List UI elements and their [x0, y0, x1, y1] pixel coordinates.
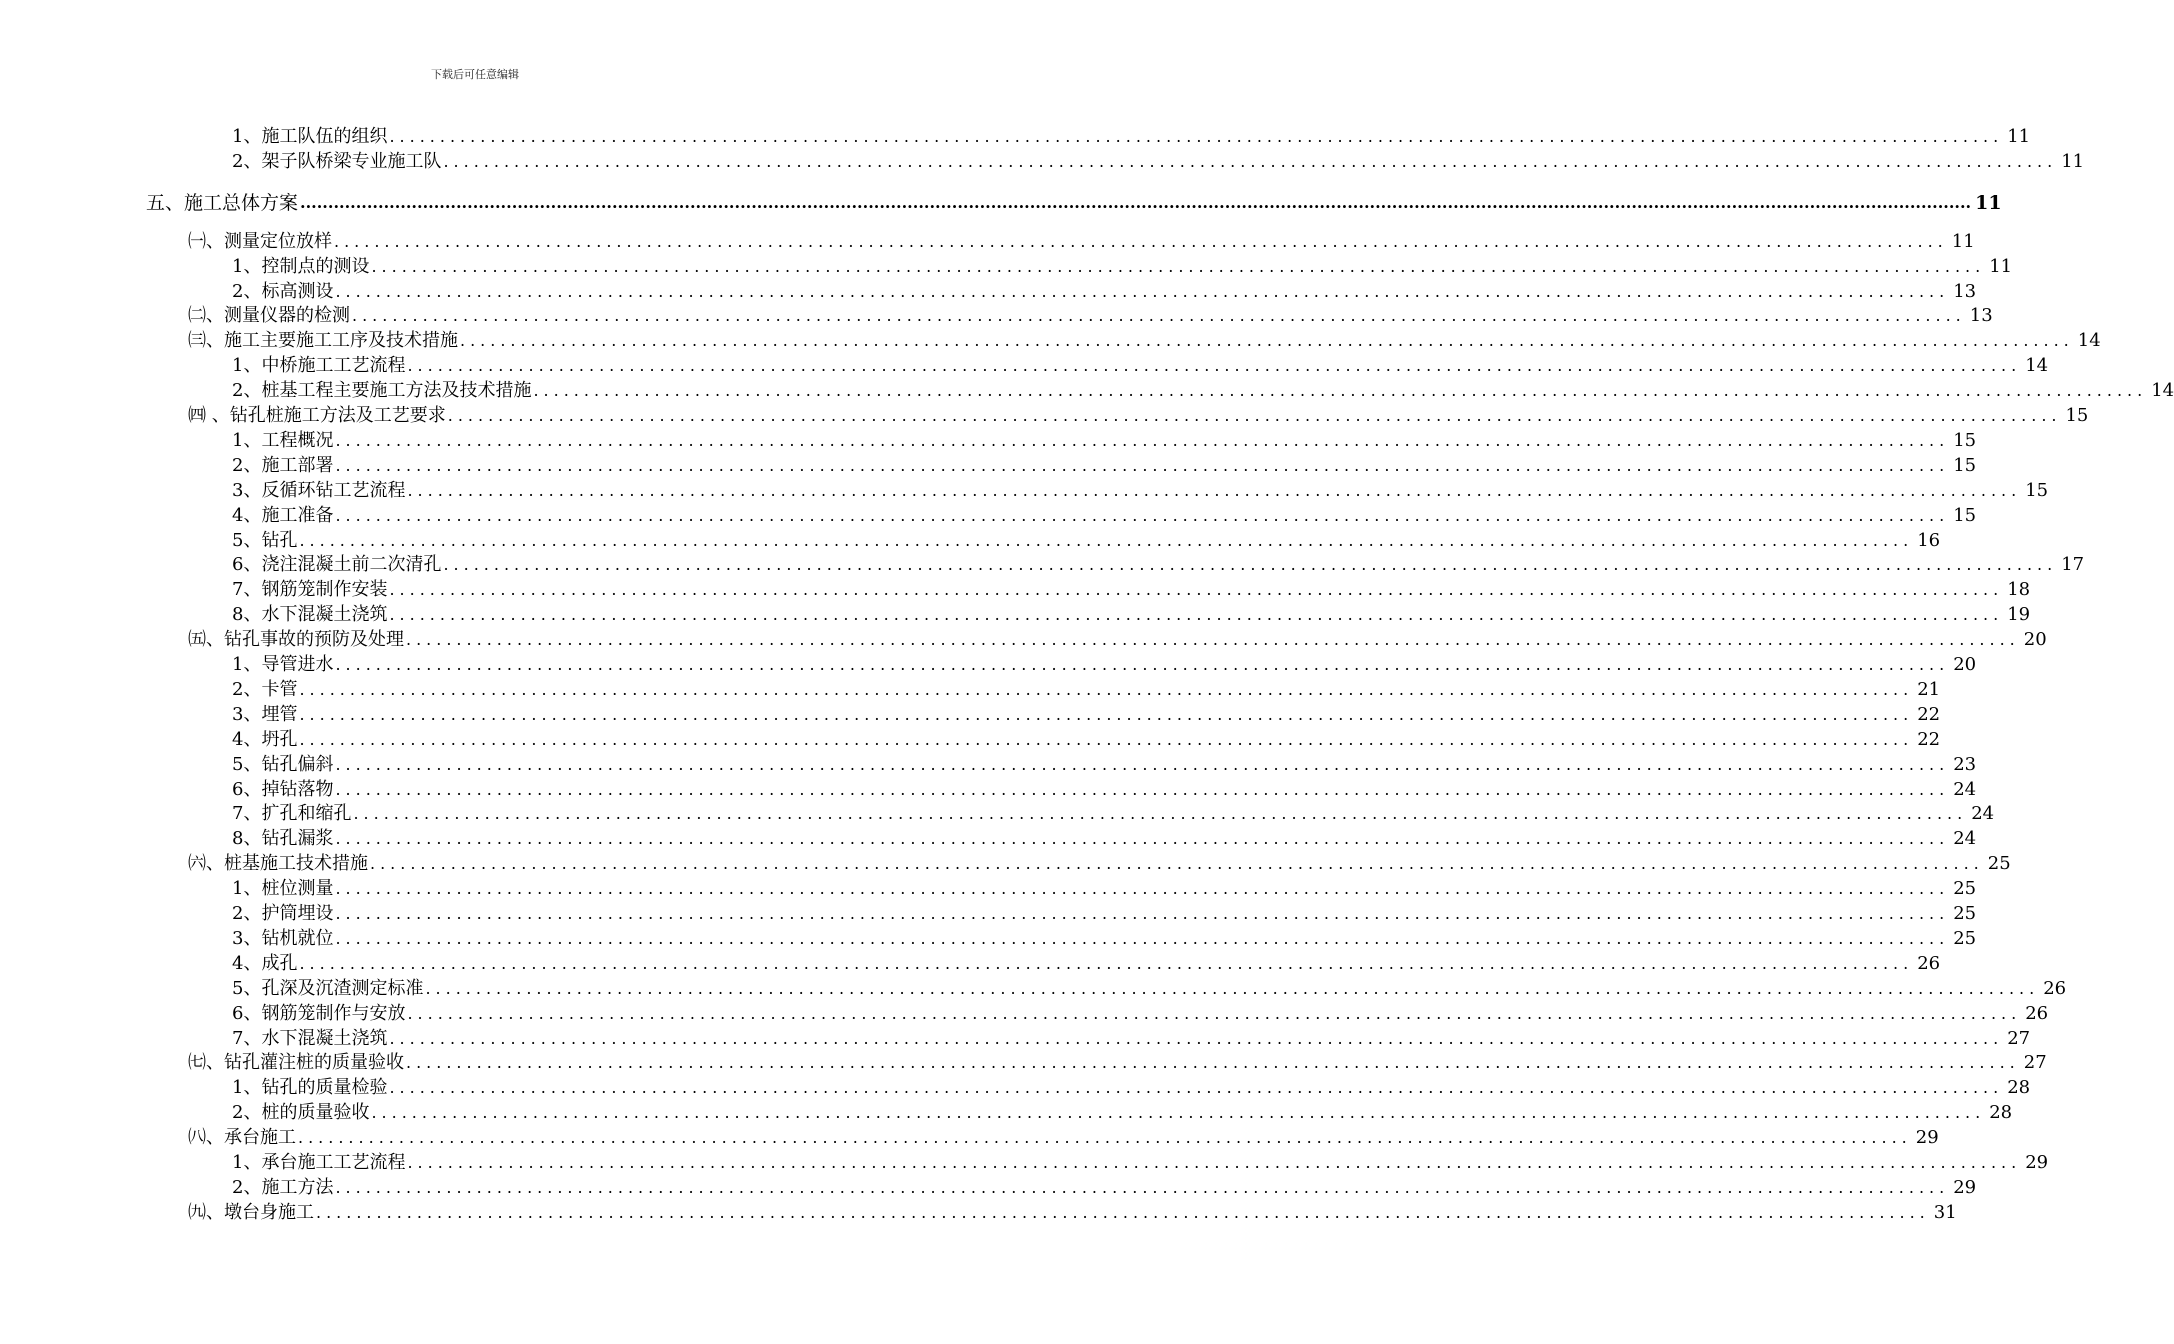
toc-dot-leader: ................................................................................................................................................................: [299, 679, 1914, 699]
toc-entry-label: ㈧、承台施工: [188, 1127, 296, 1149]
toc-entry-label: 1、钻孔的质量检验: [232, 1077, 388, 1099]
toc-entry-label: ㈠、测量定位放样: [188, 230, 332, 252]
toc-dot-leader: ................................................................................................................................................................: [353, 804, 1968, 824]
toc-entry-label: 6、钢筋笼制作与安放: [232, 1002, 406, 1024]
toc-dot-leader: ................................................................................................................................................................: [335, 655, 1950, 674]
toc-entry-label: ㈦、钻孔灌注桩的质量验收: [188, 1052, 404, 1074]
toc-dot-leader: ................................................................................................................................................................: [533, 381, 2148, 401]
toc-entry-label: 1、中桥施工工艺流程: [232, 355, 406, 377]
toc-entry-page-number: 11: [1975, 191, 2002, 214]
toc-entry-label: 2、桩基工程主要施工方法及技术措施: [232, 380, 532, 402]
toc-entry-page-number: 24: [1953, 778, 1977, 800]
toc-dot-leader: ................................................................................................................................................................: [335, 505, 1950, 525]
toc-subsection-entry: [232, 528, 1941, 552]
toc-subsection-entry: [232, 1001, 2049, 1025]
toc-entry-label: 5、钻孔: [232, 529, 298, 551]
toc-entry-page-number: 25: [1953, 878, 1977, 900]
toc-entry-page-number: 25: [1953, 903, 1977, 924]
toc-entry-label: 6、浇注混凝土前二次清孔: [232, 554, 442, 576]
toc-dot-leader: ................................................................................................................................................................: [370, 854, 1984, 874]
toc-subsection-entry: [232, 976, 2067, 1000]
toc-entry-page-number: 21: [1917, 678, 1941, 700]
toc-entry-page-number: 11: [2061, 150, 2085, 172]
toc-dot-leader: ................................................................................................................................................................: [334, 231, 1948, 251]
page-header: 下载后可任意编辑: [431, 68, 519, 81]
toc-entry-page-number: 18: [2007, 579, 2031, 601]
toc-subsection-entry: [232, 826, 1977, 850]
toc-dot-leader: ................................................................................................................................................................: [352, 306, 1966, 326]
toc-entry-page-number: 26: [1917, 952, 1941, 974]
toc-entry-label: 1、施工队伍的组织: [232, 126, 388, 147]
toc-dot-leader: ................................................................................................................................................................: [299, 953, 1914, 973]
toc-dot-leader: ................................................................................................................................................................: [371, 256, 1986, 276]
toc-entry-page-number: 16: [1917, 529, 1941, 551]
toc-entry-label: 五、施工总体方案: [146, 191, 299, 214]
toc-entry-label: 5、钻孔偏斜: [232, 753, 334, 775]
toc-dot-leader: ................................................................................................................................................................: [389, 605, 2004, 625]
toc-entry-label: 5、孔深及沉渣测定标准: [232, 977, 424, 999]
toc-entry-page-number: 24: [1953, 828, 1977, 850]
toc-dot-leader: ................................................................................................................................................................: [389, 580, 2004, 600]
toc-subsection-entry: [232, 727, 1941, 751]
toc-subsection-entry: [232, 926, 1977, 950]
toc-entry-page-number: 15: [1953, 429, 1977, 451]
toc-entry-label: 7、扩孔和缩孔: [232, 803, 352, 825]
toc-entry-page-number: 24: [1971, 803, 1995, 825]
toc-dot-leader: ................................................................................................................................................................: [406, 630, 2020, 650]
toc-dot-leader: ................................................................................................................................................................: [407, 356, 2022, 376]
toc-entry-label: 2、护筒埋设: [232, 903, 334, 924]
toc-dot-leader: ................................................................................................................................................................: [460, 331, 2074, 351]
toc-entry-page-number: 13: [1953, 280, 1977, 302]
toc-dot-leader: ................................................................................................................................................................: [299, 729, 1914, 749]
toc-entry-page-number: 15: [1953, 504, 1977, 526]
toc-entry-page-number: 20: [1953, 654, 1977, 675]
toc-entry-label: 2、卡管: [232, 678, 298, 700]
toc-subsection-entry: [232, 752, 1977, 776]
toc-entry-page-number: 31: [1933, 1201, 1957, 1223]
toc-entry-label: 2、施工方法: [232, 1176, 334, 1198]
toc-subsection-entry: [232, 378, 2174, 402]
toc-entry-page-number: 28: [1989, 1102, 2013, 1124]
toc-entry-page-number: 20: [2023, 629, 2047, 651]
toc-dot-leader: ................................................................................................................................................................: [335, 281, 1950, 301]
toc-subsection-entry: [232, 577, 2031, 601]
toc-section-entry: [188, 303, 1993, 327]
toc-dot-leader: ................................................................................................................................................................: [298, 1128, 1912, 1148]
toc-dot-leader: ................................................................................................................................................................: [371, 1103, 1986, 1123]
toc-dot-leader: ................................................................................................................................................................: [335, 455, 1950, 475]
toc-entry-page-number: 27: [2007, 1027, 2031, 1049]
toc-entry-label: 7、水下混凝土浇筑: [232, 1027, 388, 1049]
toc-entry-page-number: 15: [1953, 454, 1977, 476]
toc-entry-label: 2、标高测设: [232, 280, 334, 302]
toc-entry-label: ㈢、施工主要施工工序及技术措施: [188, 330, 458, 352]
toc-entry-page-number: 22: [1917, 703, 1941, 725]
toc-entry-label: 6、掉钻落物: [232, 778, 334, 800]
toc-entry-label: 1、导管进水: [232, 654, 334, 675]
toc-dot-leader: ................................................................................................................................................................: [407, 480, 2022, 500]
toc-subsection-entry: [232, 428, 1977, 452]
toc-entry-page-number: 29: [2025, 1152, 2049, 1173]
toc-entry-page-number: 25: [1953, 927, 1977, 949]
toc-entry-label: 1、承台施工工艺流程: [232, 1152, 406, 1173]
toc-dot-leader: ............................................................................................................................................................................................................................................................................................................: [300, 192, 1972, 212]
toc-entry-label: 4、施工准备: [232, 504, 334, 526]
toc-entry-page-number: 11: [1989, 255, 2013, 277]
toc-entry-page-number: 17: [2061, 554, 2085, 576]
toc-section-entry: [188, 328, 2101, 352]
toc-entry-page-number: 22: [1917, 728, 1941, 750]
toc-entry-label: 3、埋管: [232, 703, 298, 725]
toc-entry-page-number: 13: [1969, 305, 1993, 327]
toc-subsection-entry: [232, 951, 1941, 975]
toc-subsection-entry: [232, 254, 2013, 278]
toc-entry-label: 1、桩位测量: [232, 878, 334, 900]
toc-dot-leader: ................................................................................................................................................................: [335, 430, 1950, 450]
toc-entry-label: 3、钻机就位: [232, 927, 334, 949]
toc-entry-label: 4、坍孔: [232, 728, 298, 750]
toc-dot-leader: ................................................................................................................................................................: [443, 555, 2058, 575]
toc-section-entry: [188, 1050, 2047, 1074]
toc-entry-page-number: 25: [1987, 853, 2011, 875]
toc-entry-page-number: 19: [2007, 604, 2031, 626]
toc-dot-leader: ................................................................................................................................................................: [335, 904, 1950, 923]
toc-entry-page-number: 15: [2025, 479, 2049, 501]
toc-entry-page-number: 14: [2025, 355, 2049, 377]
toc-subsection-entry: [232, 876, 1977, 900]
toc-entry-page-number: 11: [2007, 126, 2031, 147]
toc-entry-label: ㈡、测量仪器的检测: [188, 305, 350, 327]
toc-entry-label: ㈣ 、钻孔桩施工方法及工艺要求: [188, 405, 446, 426]
toc-section-entry: [188, 1200, 1957, 1224]
toc-dot-leader: ................................................................................................................................................................: [407, 1003, 2022, 1023]
toc-dot-leader: ................................................................................................................................................................: [335, 829, 1950, 849]
toc-dot-leader: ................................................................................................................................................................: [335, 879, 1950, 899]
toc-entry-label: 4、成孔: [232, 952, 298, 974]
toc-subsection-entry: [232, 552, 2085, 576]
toc-subsection-entry: [232, 1150, 2049, 1174]
toc-subsection-entry: [232, 901, 1977, 925]
toc-entry-page-number: 26: [2043, 977, 2067, 999]
toc-entry-page-number: 27: [2023, 1052, 2047, 1074]
toc-subsection-entry: [232, 478, 2049, 502]
toc-subsection-entry: [232, 353, 2049, 377]
toc-entry-page-number: 29: [1915, 1127, 1939, 1149]
toc-subsection-entry: [232, 801, 1995, 825]
toc-dot-leader: ................................................................................................................................................................: [335, 928, 1950, 948]
toc-section-entry: [188, 851, 2011, 875]
toc-entry-label: ㈥、桩基施工技术措施: [188, 853, 368, 875]
toc-subsection-entry: [232, 503, 1977, 527]
toc-subsection-entry: [232, 602, 2031, 626]
toc-entry-label: 8、水下混凝土浇筑: [232, 604, 388, 626]
toc-entry-label: 1、控制点的测设: [232, 255, 370, 277]
toc-entry-label: 2、架子队桥梁专业施工队: [232, 150, 442, 172]
toc-dot-leader: ................................................................................................................................................................: [407, 1153, 2022, 1172]
toc-chapter-entry: [146, 190, 2002, 214]
toc-entry-page-number: 11: [1951, 230, 1975, 252]
toc-entry-label: 1、工程概况: [232, 429, 334, 451]
toc-dot-leader: ................................................................................................................................................................: [335, 1177, 1950, 1197]
toc-dot-leader: ................................................................................................................................................................: [425, 978, 2040, 998]
toc-subsection-entry: [232, 124, 2031, 148]
toc-subsection-entry: [232, 279, 1977, 303]
toc-dot-leader: ................................................................................................................................................................: [406, 1053, 2020, 1073]
toc-entry-page-number: 28: [2007, 1077, 2031, 1099]
toc-dot-leader: ................................................................................................................................................................: [443, 151, 2058, 171]
toc-section-entry: [188, 1125, 1939, 1149]
toc-dot-leader: ................................................................................................................................................................: [447, 406, 2062, 425]
toc-entry-page-number: 26: [2025, 1002, 2049, 1024]
toc-subsection-entry: [232, 652, 1977, 676]
toc-dot-leader: ................................................................................................................................................................: [335, 754, 1950, 774]
toc-dot-leader: ................................................................................................................................................................: [316, 1202, 1930, 1222]
toc-entry-page-number: 14: [2151, 380, 2174, 402]
toc-dot-leader: ................................................................................................................................................................: [389, 1028, 2004, 1048]
toc-entry-label: 3、反循环钻工艺流程: [232, 479, 406, 501]
toc-entry-label: 8、钻孔漏浆: [232, 828, 334, 850]
toc-dot-leader: ................................................................................................................................................................: [335, 779, 1950, 799]
toc-subsection-entry: [232, 677, 1941, 701]
toc-section-entry: [188, 229, 1975, 253]
toc-subsection-entry: [232, 1075, 2031, 1099]
toc-entry-page-number: 15: [2065, 405, 2089, 426]
toc-entry-label: 2、桩的质量验收: [232, 1102, 370, 1124]
toc-entry-label: 2、施工部署: [232, 454, 334, 476]
toc-subsection-entry: [232, 149, 2085, 173]
toc-entry-page-number: 14: [2077, 330, 2101, 352]
toc-dot-leader: ................................................................................................................................................................: [299, 530, 1914, 550]
toc-section-entry: [188, 403, 2089, 427]
toc-section-entry: [188, 627, 2047, 651]
toc-subsection-entry: [232, 1026, 2031, 1050]
toc-dot-leader: ................................................................................................................................................................: [299, 704, 1914, 724]
toc-subsection-entry: [232, 702, 1941, 726]
toc-entry-label: ㈨、墩台身施工: [188, 1201, 314, 1223]
toc-entry-page-number: 23: [1953, 753, 1977, 775]
toc-dot-leader: ................................................................................................................................................................: [389, 127, 2004, 146]
toc-subsection-entry: [232, 777, 1977, 801]
toc-entry-label: ㈤、钻孔事故的预防及处理: [188, 629, 404, 651]
toc-subsection-entry: [232, 453, 1977, 477]
toc-entry-page-number: 29: [1953, 1176, 1977, 1198]
toc-dot-leader: ................................................................................................................................................................: [389, 1078, 2004, 1098]
toc-subsection-entry: [232, 1100, 2013, 1124]
toc-subsection-entry: [232, 1175, 1977, 1199]
toc-entry-label: 7、钢筋笼制作安装: [232, 579, 388, 601]
